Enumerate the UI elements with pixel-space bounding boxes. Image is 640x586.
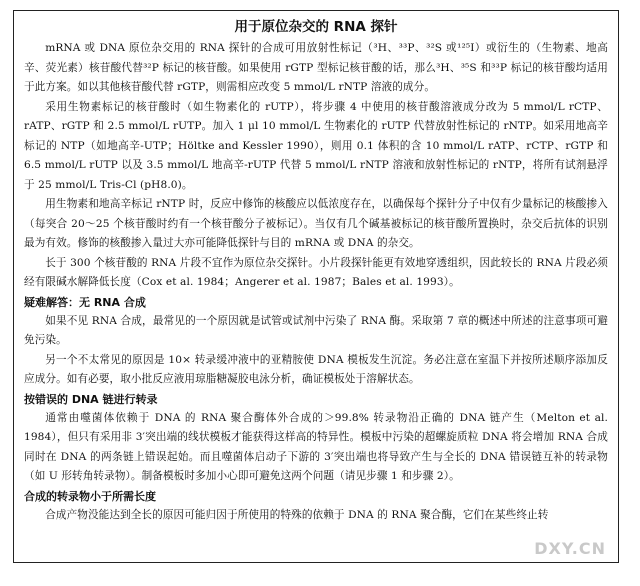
paragraph: 长于 300 个核苷酸的 RNA 片段不宜作为原位杂交探针。小片段探针能更有效地穿透组织，因此较长的 RNA 片段必须经有限碱水解降低长度（Cox et al. 1984；Angerer et al. 1987；Bales et al. 1993）。: [24, 256, 608, 288]
section-heading: 合成的转录物小于所需长度: [24, 489, 156, 503]
section-heading: 疑难解答：无 RNA 合成: [24, 295, 146, 309]
paragraph: 用生物素和地高辛标记 rNTP 时，反应中修饰的核酸应以低浓度存在，以确保每个探针分子中仅有少量标记的核酸掺入（每突合 20～25 个核苷酸时约有一个核苷酸分子被标记）。当仅有几个碱基被标记的核苷酸所置换时，杂交后抗体的识别最为有效。修饰的核酸掺入量过大亦可能降低探针与目的 mRNA 或 DNA 的杂交。: [24, 198, 608, 249]
paragraph: mRNA 或 DNA 原位杂交用的 RNA 探针的合成可用放射性标记（³H、³³P、³²S 或¹²⁵I）或衍生的（生物素、地高辛、荧光素）核苷酸代替³²P 标记的核苷酸。如果使用 rGTP 型标记核苷酸的话，那么³H、³⁵S 和³³P 标记的核苷酸均适用于此方案。如以其他核苷酸代替 rGTP，则需相应改变 5 mmol/L rNTP 溶液的成分。: [24, 42, 608, 93]
paragraph: 通常由噬菌体依赖于 DNA 的 RNA 聚合酶体外合成的＞99.8% 转录物沿正确的 DNA 链产生（Melton et al. 1984），但只有采用非 3′突出端的线状模板才能获得这样高的特异性。模板中污染的超螺旋质粒 DNA 将会增加 RNA 合成同时在 DNA 的两条链上错误起始。而且噬菌体启动子下游的 3′突出端也将导致产生与全长的 DNA 错误链互补的转录物（如 U 形转角转录物）。制备模板时多加小心即可避免这两个问题（请见步骤 1 和步骤 2）。: [24, 411, 608, 482]
watermark: DXY.CN: [534, 539, 606, 558]
document-title: 用于原位杂交的 RNA 探针: [234, 19, 398, 35]
paragraph: 如果不见 RNA 合成，最常见的一个原因就是试管或试剂中污染了 RNA 酶。采取第 7 章的概述中所述的注意事项可避免污染。: [24, 314, 608, 346]
document-body: [24, 39, 608, 525]
paragraph: 合成产物没能达到全长的原因可能归因于所使用的特殊的依赖于 DNA 的 RNA 聚合酶，它们在某些终止转: [45, 508, 549, 521]
section-heading: 按错误的 DNA 链进行转录: [24, 392, 158, 406]
paragraph: 另一个不太常见的原因是 10× 转录缓冲液中的亚精胺使 DNA 模板发生沉淀。务必注意在室温下并按所述顺序添加反应成分。如有必要，取小批反应液用琼脂糖凝胶电泳分析，确证模板处于溶解状态。: [24, 353, 608, 385]
document-page: [13, 10, 619, 563]
paragraph: 采用生物素标记的核苷酸时（如生物素化的 rUTP），将步骤 4 中使用的核苷酸溶液成分改为 5 mmol/L rCTP、rATP、rGTP 和 2.5 mmol/L rUTP。加入 1 μl 10 mmol/L 生物素化的 rUTP 代替放射性标记的 rNTP。如采用地高辛标记的 NTP（如地高辛-UTP；Höltke and Kessler 1990），则用 0.1 体积的含 10 mmol/L rATP、rCTP、rGTP 和 6.5 mmol/L rUTP 以及 3.5 mmol/L 地高辛-rUTP 代替 5 mmol/L rNTP 溶液和放射性标记的 rNTP，将所有试剂悬浮于 25 mmol/L Tris-Cl (pH8.0)。: [24, 100, 608, 191]
